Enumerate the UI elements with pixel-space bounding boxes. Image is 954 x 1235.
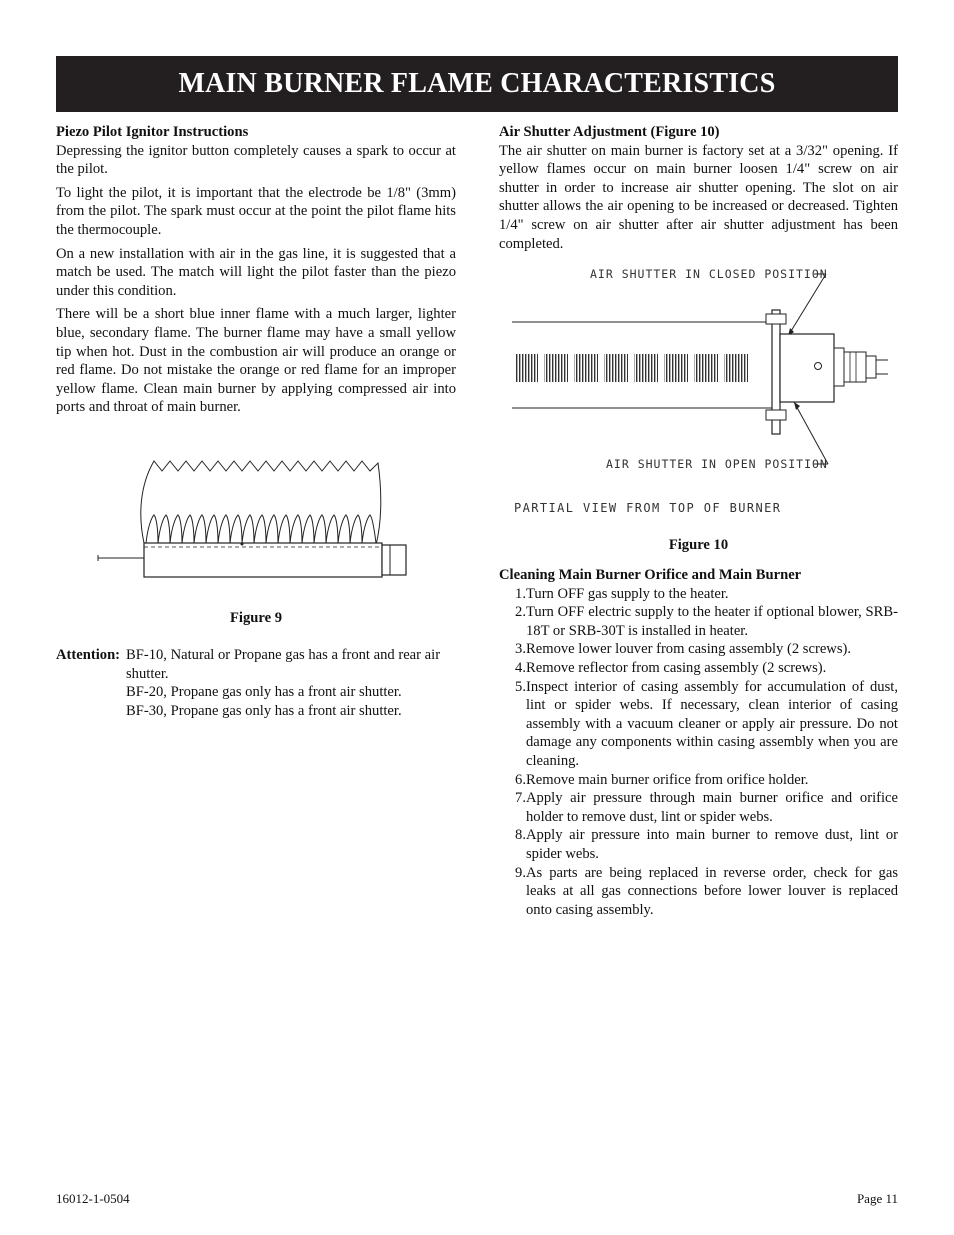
list-item	[499, 826, 898, 863]
secondary-flame-outline	[141, 461, 381, 545]
step-number: 4.	[515, 659, 526, 676]
step-number: 1.	[515, 585, 526, 602]
list-item	[499, 771, 898, 790]
page-title: MAIN BURNER FLAME CHARACTERISTICS	[178, 67, 776, 99]
footer-doc-number: 16012-1-0504	[56, 1191, 130, 1206]
attention-line-1: BF-10, Natural or Propane gas has a front and rear air shutter.	[126, 647, 441, 682]
figure-10-air-shutter-drawing	[510, 262, 898, 524]
list-item	[499, 864, 898, 920]
step-text: Apply air pressure into main burner to remove dust, lint or spider webs.	[526, 827, 898, 862]
step-text: Inspect interior of casing assembly for accumulation of dust, lint or spider webs. If necessary, clean interior of casing assembly with a vacuum cleaner or apply air pressure. Do not damage any components within casing assembly when you are cleaning.	[526, 678, 898, 769]
burner-body	[144, 543, 382, 577]
cleaning-section	[499, 566, 898, 919]
step-text: Turn OFF electric supply to the heater if optional blower, SRB-18T or SRB-30T is installed in heater.	[526, 604, 898, 639]
page-title-bar	[56, 56, 898, 112]
piezo-paragraph-3: On a new installation with air in the gas line, it is suggested that a match be used. The match will light the pilot faster than the piezo under this condition.	[56, 245, 456, 299]
attention-line-2: BF-20, Propane gas only has a front air shutter.	[126, 684, 402, 701]
air-shutter-heading: Air Shutter Adjustment (Figure 10)	[499, 124, 720, 140]
step-number: 8.	[515, 827, 526, 844]
right-column	[499, 123, 898, 258]
list-item	[499, 640, 898, 659]
burner-end-cap	[382, 545, 406, 575]
burner-ports	[516, 354, 748, 382]
step-number: 6.	[515, 771, 526, 788]
footer-page-number: Page 11	[856, 1191, 898, 1206]
list-item	[499, 789, 898, 826]
step-text: Remove lower louver from casing assembly (2 screws).	[526, 641, 852, 658]
list-item	[499, 603, 898, 640]
piezo-paragraph-1: Depressing the ignitor button completely causes a spark to occur at the pilot.	[56, 142, 456, 178]
list-item	[499, 678, 898, 771]
attention-note	[56, 646, 456, 720]
cleaning-steps-list	[499, 585, 898, 920]
step-text: Remove main burner orifice from orifice holder.	[526, 771, 809, 788]
cleaning-heading: Cleaning Main Burner Orifice and Main Burner	[499, 567, 802, 583]
orifice-fitting	[844, 352, 866, 382]
air-shutter-housing	[780, 334, 834, 402]
air-shutter-paragraph: The air shutter on main burner is factory set at a 3/32" opening. If yellow flames occur on main burner loosen 1/4" screw on air shutter in order to increase air shutter opening. The slot on air shutter allows the air opening to be increased or decreased. Tighten 1/4" screw on air shutter after air shutter adjustment has been completed.	[499, 142, 898, 252]
step-text: Turn OFF gas supply to the heater.	[526, 585, 729, 602]
figure-9-burner-flame-drawing	[96, 455, 416, 585]
list-item	[499, 585, 898, 604]
figure-10-label-open: AIR SHUTTER IN OPEN POSITION	[606, 457, 828, 471]
step-number: 5.	[515, 678, 526, 695]
step-number: 2.	[515, 604, 526, 621]
attention-label: Attention:	[56, 647, 121, 663]
list-item	[499, 659, 898, 678]
step-number: 7.	[515, 790, 526, 807]
figure-10-label-closed: AIR SHUTTER IN CLOSED POSITION	[590, 267, 828, 281]
step-number: 3.	[515, 641, 526, 658]
figure-9-caption: Figure 9	[229, 610, 283, 626]
step-number: 9.	[515, 864, 526, 881]
step-text: Remove reflector from casing assembly (2 screws).	[526, 659, 827, 676]
left-column	[56, 123, 456, 422]
attention-line-3: BF-30, Propane gas only has a front air shutter.	[126, 702, 402, 719]
figure-10-caption: Figure 10	[668, 537, 729, 553]
inner-flame-cones	[146, 515, 376, 543]
step-text: As parts are being replaced in reverse order, check for gas leaks at all gas connections before lower louver is replaced onto casing assembly.	[526, 864, 898, 918]
figure-10-label-view: PARTIAL VIEW FROM TOP OF BURNER	[514, 501, 782, 515]
piezo-paragraph-2: To light the pilot, it is important that the electrode be 1/8" (3mm) from the pilot. The spark must occur at the point the pilot flame hits the thermocouple.	[56, 184, 456, 238]
piezo-heading: Piezo Pilot Ignitor Instructions	[56, 124, 249, 140]
piezo-paragraph-4: There will be a short blue inner flame with a much larger, lighter blue, secondary flame. The burner flame may have a small yellow tip when hot. Dust in the combustion air will produce an orange or red flame. Do not mistake the orange or red flame for an improper yellow flame. Clean main burner by applying compressed air into ports and throat of main burner.	[56, 306, 456, 416]
step-text: Apply air pressure through main burner orifice and orifice holder to remove dust, lint or spider webs.	[526, 790, 898, 825]
